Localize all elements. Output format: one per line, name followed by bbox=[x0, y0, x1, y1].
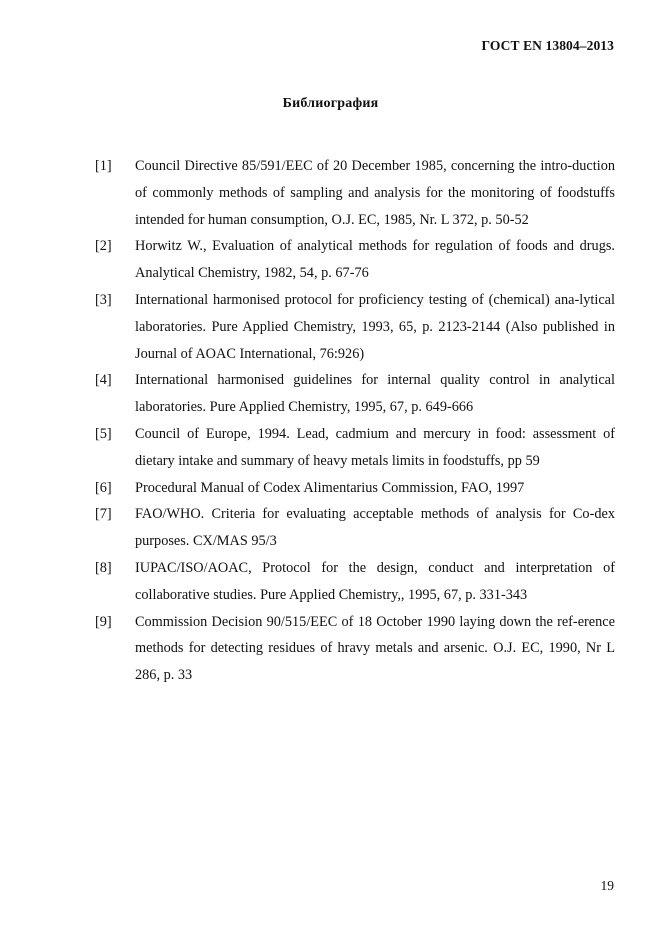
reference-list bbox=[95, 153, 615, 689]
reference-number: [5] bbox=[95, 425, 112, 442]
reference-item-7 bbox=[95, 501, 615, 555]
reference-text: Council Directive 85/591/EEC of 20 December 1985, concerning the intro-duction of commonly methods of sampling and analysis for the monitoring of foodstuffs intended for human consumption, O.J. EC, 1985, Nr. L 372, p. 50-52 bbox=[135, 158, 615, 228]
reference-item-2 bbox=[95, 233, 615, 287]
document-code: ГОСТ EN 13804–2013 bbox=[481, 38, 614, 53]
reference-item-8 bbox=[95, 555, 615, 609]
reference-number: [4] bbox=[95, 372, 112, 389]
reference-text: Procedural Manual of Codex Alimentarius Commission, FAO, 1997 bbox=[135, 479, 525, 496]
page-number: 19 bbox=[600, 878, 614, 893]
reference-number: [1] bbox=[95, 158, 112, 174]
reference-number: [9] bbox=[95, 613, 112, 630]
reference-number: [7] bbox=[95, 506, 112, 523]
bibliography-title: Библиография bbox=[282, 96, 379, 111]
reference-number: [3] bbox=[95, 291, 112, 308]
reference-item-6 bbox=[95, 475, 615, 502]
reference-number: [2] bbox=[95, 238, 112, 255]
reference-text: International harmonised protocol for proficiency testing of (chemical) ana-lytical laboratories. Pure Applied Chemistry, 1993, 65, p. 2123-2144 (Also published in Journal of AOAC International, 76:926) bbox=[135, 291, 615, 362]
reference-item-5 bbox=[95, 421, 615, 475]
reference-item-4 bbox=[95, 367, 615, 421]
reference-text: Commission Decision 90/515/EEC of 18 October 1990 laying down the ref-erence methods for detecting residues of hravy metals and arsenic. O.J. EC, 1990, Nr L 286, p. 33 bbox=[135, 613, 615, 684]
reference-item-3 bbox=[95, 287, 615, 367]
reference-item-9 bbox=[95, 609, 615, 689]
reference-text: Horwitz W., Evaluation of analytical methods for regulation of foods and drugs. Analytical Chemistry, 1982, 54, p. 67-76 bbox=[135, 238, 615, 282]
reference-text: International harmonised guidelines for internal quality control in analytical laboratories. Pure Applied Chemistry, 1995, 67, p. 649-666 bbox=[135, 372, 615, 416]
reference-number: [6] bbox=[95, 479, 112, 496]
reference-text: Council of Europe, 1994. Lead, cadmium and mercury in food: assessment of dietary intake and summary of heavy metals limits in foodstuffs, pp 59 bbox=[135, 425, 615, 469]
reference-number: [8] bbox=[95, 559, 112, 576]
reference-text: FAO/WHO. Criteria for evaluating acceptable methods of analysis for Co-dex purposes. CX/MAS 95/3 bbox=[135, 506, 615, 550]
reference-item-1 bbox=[95, 153, 615, 233]
reference-text: IUPAC/ISO/AOAC, Protocol for the design, conduct and interpretation of collaborative studies. Pure Applied Chemistry,, 1995, 67, p. 331-343 bbox=[135, 559, 615, 603]
